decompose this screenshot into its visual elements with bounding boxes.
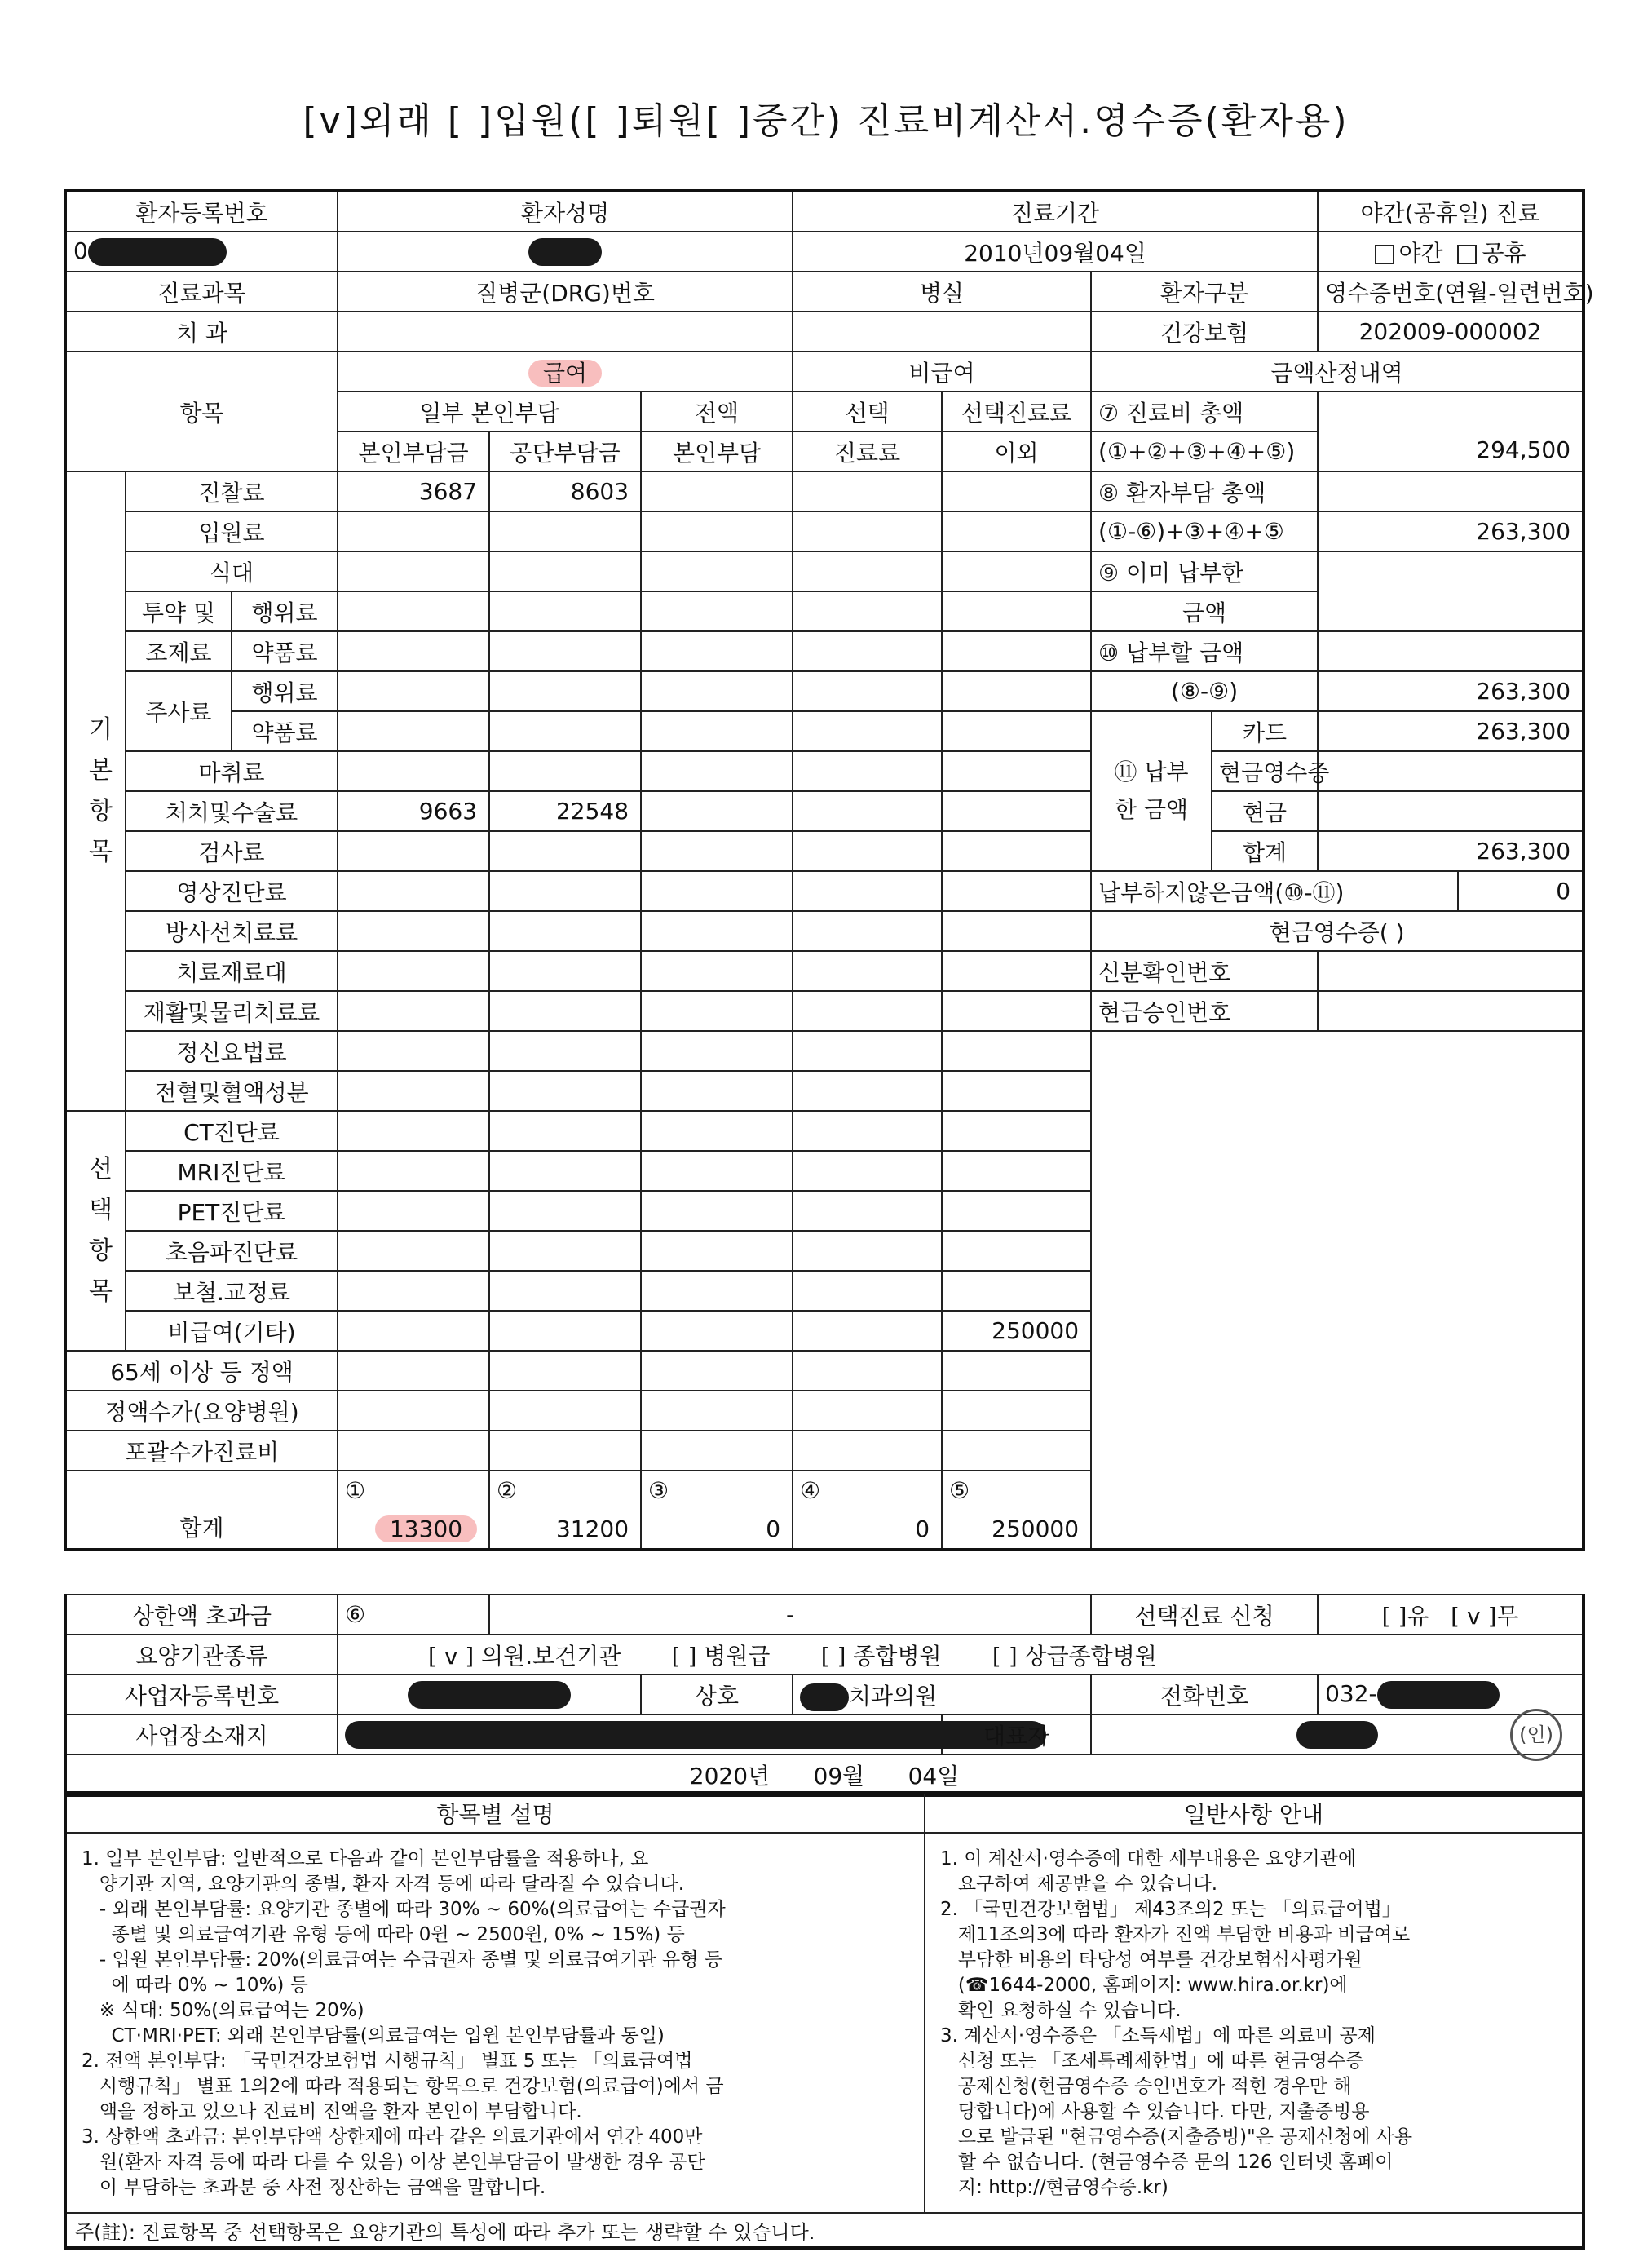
select-other-header: 선택진료료 [942, 392, 1091, 431]
calc-blank-area [1091, 1031, 1584, 1550]
marker-2: ② [489, 1471, 641, 1510]
row-prosthesis: 보철.교정료 [126, 1271, 338, 1311]
calc-11-label [1091, 711, 1212, 871]
cash-value [1318, 791, 1584, 831]
document-title: [v]외래 [ ]입원([ ]퇴원[ ]중간) 진료비계산서.영수증(환자용) [303, 100, 1349, 142]
patient-type-label: 환자구분 [1091, 272, 1318, 312]
issue-year: 2020년 [689, 1762, 771, 1790]
cash-receipt-value [1318, 751, 1584, 791]
select-apply-options [1318, 1595, 1584, 1635]
row-meal: 식대 [126, 551, 338, 591]
patient-name-value [338, 232, 793, 272]
approval-no-label: 현금승인번호 [1091, 991, 1318, 1031]
row-anesthesia: 마취료 [126, 751, 338, 791]
calc-9-value [1318, 551, 1584, 631]
row-bundled: 포괄수가진료비 [65, 1431, 338, 1471]
select-fee-header: 진료료 [793, 431, 942, 471]
inst-type-options [338, 1635, 1584, 1675]
inst-type-tertiary[interactable]: [ ] 상급종합병원 [992, 1642, 1157, 1670]
total-5: 250000 [942, 1510, 1091, 1550]
drg-value [338, 312, 793, 352]
calc-7-label-b: (①+②+③+④+⑤) [1091, 431, 1318, 471]
notes-right-title: 일반사항 안내 [925, 1793, 1584, 1833]
name-value [793, 1675, 1091, 1714]
notes-table [64, 1791, 1585, 2250]
row-injection-drug: 약품료 [232, 711, 338, 751]
calc-10-value-top [1318, 631, 1584, 671]
night-option-label: 야간 [1398, 239, 1443, 267]
self-pay-header: 본인부담금 [338, 431, 489, 471]
marker-6: ⑥ [338, 1595, 489, 1635]
row-age65: 65세 이상 등 정액 [65, 1351, 338, 1391]
row-consult: 진찰료 [126, 471, 338, 511]
issue-month: 09월 [813, 1762, 865, 1790]
night-checkbox[interactable] [1375, 245, 1394, 264]
row-psych: 정신요법료 [126, 1031, 338, 1071]
phone-label: 전화번호 [1091, 1675, 1318, 1714]
row-injection-act: 행위료 [232, 671, 338, 711]
full-header: 전액 [641, 392, 793, 431]
total-3: 0 [641, 1510, 793, 1550]
basic-group-label: 기본항목 [65, 471, 126, 1111]
rep-value [1091, 1714, 1584, 1754]
over-limit-label: 상한액 초과금 [65, 1595, 338, 1635]
calc-header: 금액산정내역 [1091, 352, 1584, 392]
full-self-header: 본인부담 [641, 431, 793, 471]
ward-value [793, 312, 1091, 352]
calc-9-label-a: ⑨ 이미 납부한 [1091, 551, 1318, 591]
redaction-mark [88, 238, 227, 266]
ward-label: 병실 [793, 272, 1091, 312]
marker-1: ① [338, 1471, 489, 1510]
patient-no-prefix: 0 [73, 237, 88, 264]
consult-insurer: 8603 [489, 471, 641, 511]
select-no[interactable]: [ v ]무 [1451, 1602, 1519, 1630]
department-value: 치 과 [65, 312, 338, 352]
redaction-mark [1377, 1681, 1500, 1709]
period-value: 2010년09월04일 [793, 232, 1318, 272]
drg-label: 질병군(DRG)번호 [338, 272, 793, 312]
calc-9-label-b: 금액 [1091, 591, 1318, 631]
procedure-insurer: 22548 [489, 791, 641, 831]
row-procedure: 처치및수술료 [126, 791, 338, 831]
covered-highlight: 급여 [528, 360, 602, 387]
calc-10-label-b: (⑧-⑨) [1091, 671, 1318, 711]
cash-label: 현금 [1212, 791, 1318, 831]
card-label: 카드 [1212, 711, 1318, 751]
covered-header [338, 352, 793, 392]
receipt-no-value: 202009-000002 [1318, 312, 1584, 352]
inst-type-label: 요양기관종류 [65, 1635, 338, 1675]
notes-right-text: 1. 이 계산서·영수증에 대한 세부내용은 요양기관에 요구하여 제공받을 수 있습니다. 2. 「국민건강보험법」 제43조의2 또는 「의료급여법」 제11조의3에 따라 환자가 전액 부담한 비용과 비급여로 부담한 비용의 타당성 여부를 건강보험심사평가원 (☎1644-2000, 홈페이지: www.hira.or.kr)에 확인 요청하실 수 있습니다. 3. 계산서·영수증은 「소득세법」에 따른 의료비 공제 신청 또는 「조세특례제한법」에 따른 현금영수증 공제신청(현금영수증 승인번호가 적힌 경우만 해 당합니다)에 사용할 수 있습니다. 다만, 지출증빙용 으로 발급된 "현금영수증(지출증빙)"은 공제신청에 사용 할 수 없습니다. (현금영수증 문의 126 인터넷 홈페이 지: http://현금영수증.kr) [925, 1833, 1584, 2213]
row-radiation: 방사선치료료 [126, 911, 338, 951]
approval-no-value [1318, 991, 1584, 1031]
row-blood: 전혈및혈액성분 [126, 1071, 338, 1111]
total-2: 31200 [489, 1510, 641, 1550]
rep-label: 대표자 [942, 1714, 1091, 1754]
total-1 [338, 1510, 489, 1550]
paid-sum-label: 합계 [1212, 831, 1318, 871]
calc-10-label-a: ⑩ 납부할 금액 [1091, 631, 1318, 671]
calc-8-label-a: ⑧ 환자부담 총액 [1091, 471, 1318, 511]
notes-left-text: 1. 일부 본인부담: 일반적으로 다음과 같이 본인부담률을 적용하나, 요 양기관 지역, 요양기관의 종별, 환자 자격 등에 따라 달라질 수 있습니다. - 외래 본인부담률: 요양기관 종별에 따라 30% ~ 60%(의료급여는 수급권자 종별 및 의료급여기관 유형 등에 따라 0원 ~ 2500원, 0% ~ 15%) 등 - 입원 본인부담률: 20%(의료급여는 수급권자 종별 및 의료급여기관 유형 등 에 따라 0% ~ 10%) 등 ※ 식대: 50%(의료급여는 20%) CT·MRI·PET: 외래 본인부담률(의료급여는 입원 본인부담률과 동일) 2. 전액 본인부담: 「국민건강보험법 시행규칙」 별표 5 또는 「의료급여법 시행규칙」 별표 1의2에 따라 적용되는 항목으로 건강보험(의료급여)에서 금 액을 정하고 있으나 진료비 전액을 환자 본인이 부담합니다. 3. 상한액 초과금: 본인부담액 상한제에 따라 같은 의료기관에서 연간 400만 원(환자 자격 등에 따라 다를 수 있음) 이상 본인부담금이 발생한 경우 공단 이 부담하는 초과분 중 사전 정산하는 금액을 말합니다. [65, 1833, 925, 2213]
row-mri: MRI진단료 [126, 1151, 338, 1191]
calc-7-label-a: ⑦ 진료비 총액 [1091, 392, 1318, 431]
redaction-mark [528, 238, 602, 266]
row-total: 합계 [65, 1471, 338, 1550]
seal-stamp: (인) [1510, 1709, 1562, 1761]
holiday-option-label: 공휴 [1482, 239, 1526, 267]
night-options [1318, 232, 1584, 272]
redaction-mark [800, 1683, 849, 1711]
institution-table [64, 1594, 1585, 1797]
calc-10-value: 263,300 [1318, 671, 1584, 711]
row-imaging: 영상진단료 [126, 871, 338, 911]
inst-type-clinic[interactable]: [ v ] 의원.보건기관 [428, 1642, 621, 1670]
row-exam: 검사료 [126, 831, 338, 871]
patient-no-value [65, 232, 338, 272]
calc-8-value: 263,300 [1318, 511, 1584, 551]
inst-type-hospital[interactable]: [ ] 병원급 [671, 1642, 771, 1670]
calc-8-label-b: (①-⑥)+③+④+⑤ [1091, 511, 1318, 551]
row-drug-prep-act: 행위료 [232, 591, 338, 631]
cash-receipt-title: 현금영수증( ) [1091, 911, 1584, 951]
holiday-checkbox[interactable] [1457, 245, 1477, 264]
total-1-highlight: 13300 [375, 1515, 477, 1542]
select-apply-label: 선택진료 신청 [1091, 1595, 1318, 1635]
row-rehab: 재활및물리치료료 [126, 991, 338, 1031]
id-no-label: 신분확인번호 [1091, 951, 1318, 991]
select-group-label: 선택항목 [65, 1111, 126, 1351]
partial-header: 일부 본인부담 [338, 392, 641, 431]
address-label: 사업장소재지 [65, 1714, 338, 1754]
patient-name-label: 환자성명 [338, 191, 793, 232]
name-label: 상호 [641, 1675, 793, 1714]
unpaid-label: 납부하지않은금액(⑩-⑪) [1091, 871, 1458, 911]
receipt-table [64, 189, 1594, 1551]
cash-receipt-label: 현금영수증 [1212, 751, 1318, 791]
total-4: 0 [793, 1510, 942, 1550]
marker-3: ③ [641, 1471, 793, 1510]
inst-type-general[interactable]: [ ] 종합병원 [820, 1642, 942, 1670]
select-header: 선택 [793, 392, 942, 431]
row-pet: PET진단료 [126, 1191, 338, 1231]
other-header: 이외 [942, 431, 1091, 471]
bizno-value [338, 1675, 641, 1714]
row-material: 치료재료대 [126, 951, 338, 991]
issue-date [65, 1754, 1584, 1795]
address-value [338, 1714, 942, 1754]
procedure-self: 9663 [338, 791, 489, 831]
row-drug-prep-a: 투약 및 [126, 591, 232, 631]
redaction-mark [345, 1721, 1046, 1749]
paid-sum-value: 263,300 [1318, 831, 1584, 871]
row-injection: 주사료 [126, 671, 232, 751]
row-admission: 입원료 [126, 511, 338, 551]
unpaid-value: 0 [1458, 871, 1584, 911]
phone-prefix: 032- [1325, 1680, 1377, 1707]
over-limit-dash: - [489, 1595, 1091, 1635]
phone-value [1318, 1675, 1584, 1714]
calc-7-value: 294,500 [1318, 424, 1584, 464]
row-drug-prep-drug: 약품료 [232, 631, 338, 671]
receipt-no-label: 영수증번호(연월-일련번호) [1318, 272, 1584, 312]
marker-5: ⑤ [942, 1471, 1091, 1510]
issue-day: 04일 [908, 1762, 960, 1790]
card-value: 263,300 [1318, 711, 1584, 751]
insurer-pay-header: 공단부담금 [489, 431, 641, 471]
row-drug-prep-b: 조제료 [126, 631, 232, 671]
period-label: 진료기간 [793, 191, 1318, 232]
item-header: 항목 [65, 352, 338, 471]
id-no-value [1318, 951, 1584, 991]
calc-11-label-a: ⑪ 납부 [1114, 759, 1189, 785]
noncovered-etc-value: 250000 [942, 1311, 1091, 1351]
patient-type-value: 건강보험 [1091, 312, 1318, 352]
marker-4: ④ [793, 1471, 942, 1510]
bizno-label: 사업자등록번호 [65, 1675, 338, 1714]
night-label: 야간(공휴일) 진료 [1318, 191, 1584, 232]
consult-self: 3687 [338, 471, 489, 511]
row-noncovered-etc: 비급여(기타) [126, 1311, 338, 1351]
department-label: 진료과목 [65, 272, 338, 312]
select-yes[interactable]: [ ]유 [1381, 1602, 1429, 1630]
calc-11-label-b: 한 금액 [1115, 796, 1189, 823]
noncovered-header: 비급여 [793, 352, 1091, 392]
patient-no-label: 환자등록번호 [65, 191, 338, 232]
row-ultrasound: 초음파진단료 [126, 1231, 338, 1271]
redaction-mark [1296, 1721, 1378, 1749]
notes-left-title: 항목별 설명 [65, 1793, 925, 1833]
name-suffix: 치과의원 [849, 1682, 938, 1710]
notes-footer: 주(註): 진료항목 중 선택항목은 요양기관의 특성에 따라 추가 또는 생략할 수 있습니다. [65, 2213, 1584, 2248]
row-fixed-care: 정액수가(요양병원) [65, 1391, 338, 1431]
row-ct: CT진단료 [126, 1111, 338, 1151]
redaction-mark [408, 1681, 571, 1709]
